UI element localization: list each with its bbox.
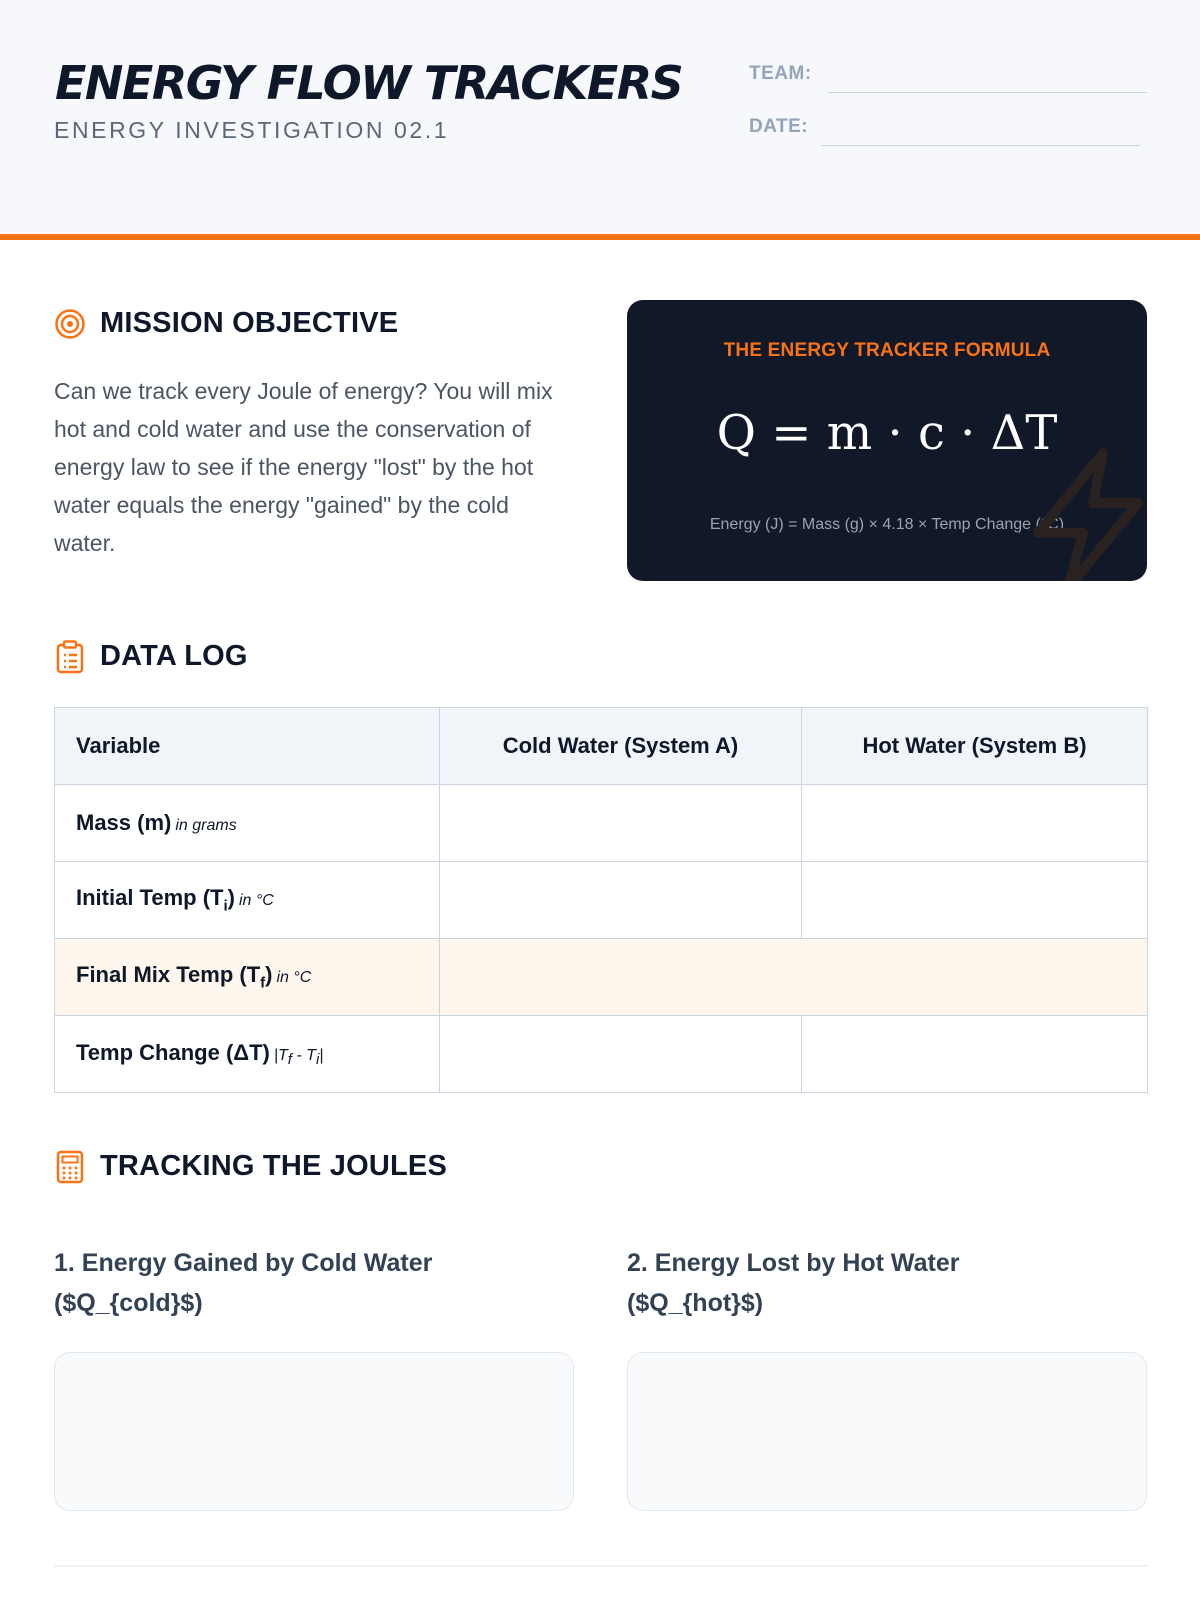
date-field[interactable] — [821, 145, 1140, 146]
team-label: TEAM: — [749, 63, 812, 84]
clipboard-icon — [54, 641, 86, 673]
page-title: ENERGY FLOW TRACKERS — [55, 56, 683, 110]
q-cold-answer-box[interactable] — [54, 1352, 574, 1511]
q-hot-answer-box[interactable] — [627, 1352, 1147, 1511]
target-icon — [54, 308, 86, 340]
cold-water-mass-cell[interactable] — [440, 785, 802, 862]
page-header — [0, 0, 1200, 240]
question-1-title: 1. Energy Gained by Cold Water ($Q_{cold}$) — [54, 1249, 433, 1317]
row-label: Initial Temp $(T_i)$ in °C — [55, 862, 440, 939]
cold-water-initial-temp-cell[interactable] — [440, 862, 802, 939]
calculator-icon — [54, 1151, 86, 1183]
formula-equation: Q = m · c · ΔT — [716, 405, 1058, 461]
lightning-bolt-icon — [1023, 448, 1147, 581]
date-label: DATE: — [749, 116, 809, 137]
page-subtitle: ENERGY INVESTIGATION 02.1 — [54, 117, 450, 143]
formula-note: Energy (J) = Mass (g) × 4.18 × Temp Change (°C) — [709, 516, 1065, 533]
final-mix-temp-cell[interactable] — [440, 939, 1148, 1016]
column-header: Variable — [55, 708, 440, 785]
question-2-title: 2. Energy Lost by Hot Water ($Q_{hot}$) — [627, 1249, 960, 1317]
column-header: Hot Water (System B) — [802, 708, 1148, 785]
bottom-divider — [54, 1565, 1147, 1567]
table-header-row — [55, 708, 1148, 785]
table-row — [55, 785, 1148, 862]
row-label: Final Mix Temp $(T_f)$ in °C — [55, 939, 440, 1016]
hot-water-temp-change-cell[interactable] — [802, 1016, 1148, 1093]
hot-water-initial-temp-cell[interactable] — [802, 862, 1148, 939]
data-log-table — [54, 707, 1148, 1093]
section-title: MISSION OBJECTIVE — [100, 307, 399, 339]
team-field[interactable] — [828, 92, 1147, 93]
mission-objective-heading — [54, 307, 398, 340]
table-row — [55, 1016, 1148, 1093]
table-row — [55, 862, 1148, 939]
formula-card — [627, 300, 1147, 581]
section-title: DATA LOG — [100, 640, 248, 672]
objective-text: Can we track every Joule of energy? You will mix hot and cold water and use the conservation of energy law to see if the energy "lost" by the hot water equals the energy "gained" by the cold water. — [54, 378, 553, 556]
section-title: TRACKING THE JOULES — [100, 1150, 447, 1182]
column-header: Cold Water (System A) — [440, 708, 802, 785]
row-label: Mass (m) in grams — [55, 785, 440, 862]
formula-title: THE ENERGY TRACKER FORMULA — [723, 340, 1051, 361]
row-label: Temp Change (ΔT) $|T_f - T_i|$ — [55, 1016, 440, 1093]
hot-water-mass-cell[interactable] — [802, 785, 1148, 862]
data-log-heading — [54, 640, 248, 673]
tracking-joules-heading — [54, 1150, 447, 1183]
table-row — [55, 939, 1148, 1016]
cold-water-temp-change-cell[interactable] — [440, 1016, 802, 1093]
